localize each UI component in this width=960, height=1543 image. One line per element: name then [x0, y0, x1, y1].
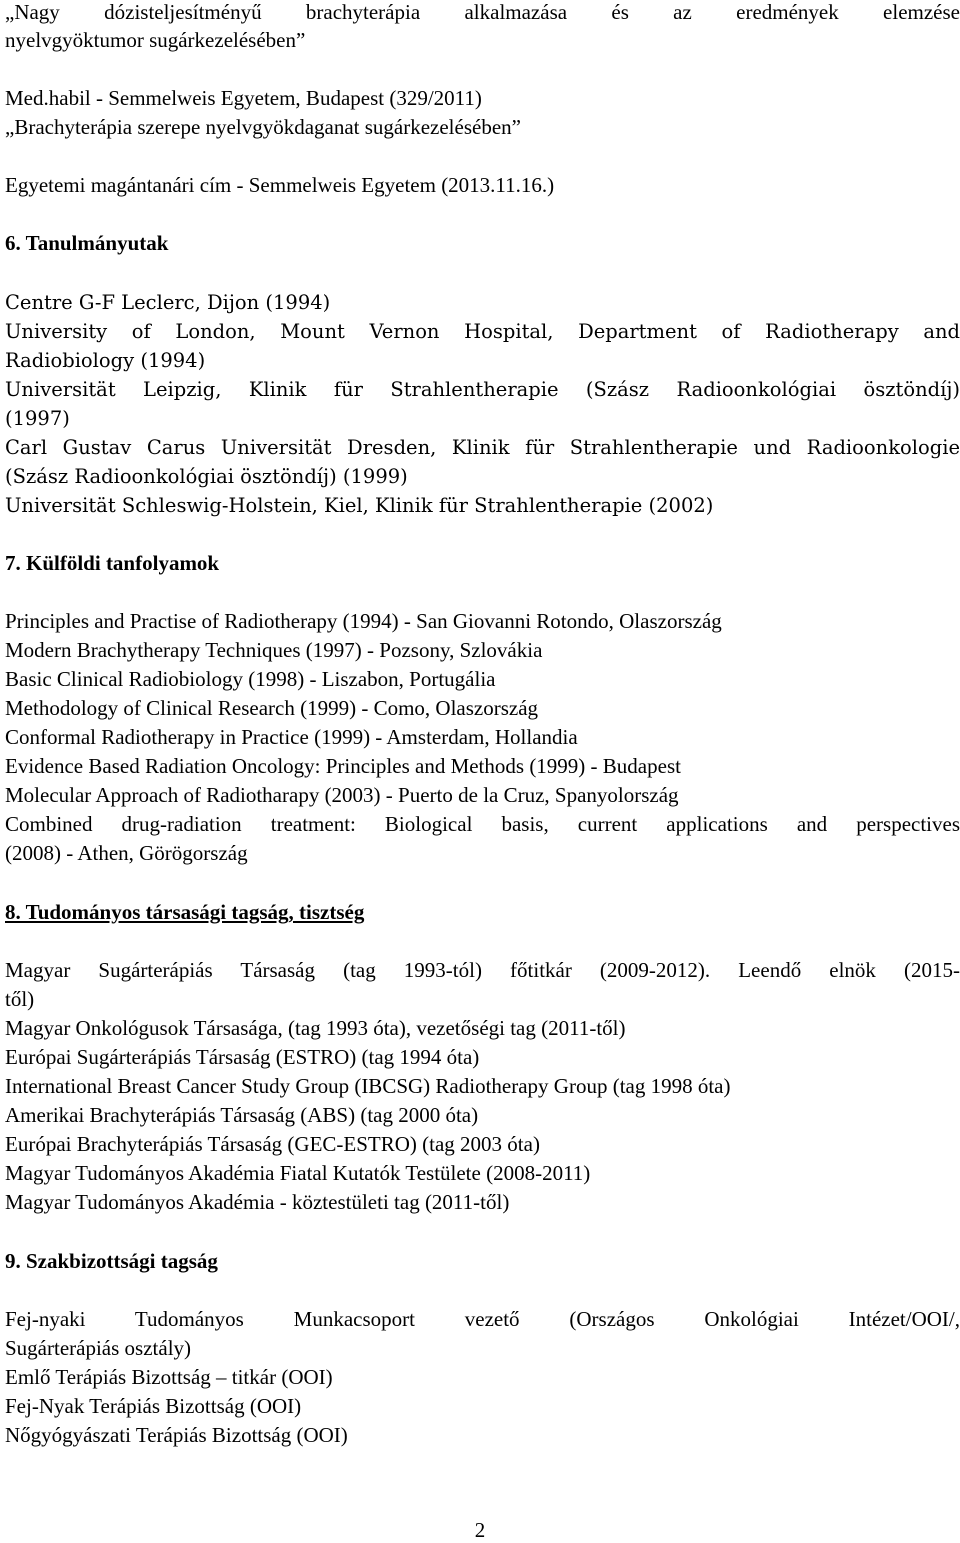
- section-6-line: Radiobiology (1994): [5, 349, 206, 372]
- section-9-line: Nőgyógyászati Terápiás Bizottság (OOI): [5, 1423, 348, 1447]
- section-6-line: Carl Gustav Carus Universität Dresden, Klinik für Strahlentherapie und Radioonkologie: [5, 436, 960, 459]
- section-9-line: Sugárterápiás osztály): [5, 1336, 192, 1360]
- section-7-heading: 7. Külföldi tanfolyamok: [5, 551, 220, 575]
- habil-line: Med.habil - Semmelweis Egyetem, Budapest (329/2011): [5, 86, 482, 110]
- section-7-line: (2008) - Athen, Görögország: [5, 841, 248, 865]
- habil-title-line: „Brachyterápia szerepe nyelvgyökdaganat sugárkezelésében”: [5, 115, 521, 139]
- section-9-line: Fej-Nyak Terápiás Bizottság (OOI): [5, 1394, 302, 1418]
- section-8-line: Európai Brachyterápiás Társaság (GEC-ESTRO) (tag 2003 óta): [5, 1132, 540, 1156]
- section-8-line: International Breast Cancer Study Group (IBCSG) Radiotherapy Group (tag 1998 óta): [5, 1074, 731, 1098]
- section-7-line: Modern Brachytherapy Techniques (1997) - Pozsony, Szlovákia: [5, 638, 543, 662]
- section-8-line: Magyar Sugárterápiás Társaság (tag 1993-tól) főtitkár (2009-2012). Leendő elnök (2015-: [5, 958, 960, 982]
- section-7-line: Basic Clinical Radiobiology (1998) - Liszabon, Portugália: [5, 667, 496, 691]
- section-8-line: től): [5, 987, 35, 1011]
- section-8-heading: 8. Tudományos társasági tagság, tisztség: [5, 900, 365, 924]
- section-9-line: Emlő Terápiás Bizottság – titkár (OOI): [5, 1365, 333, 1389]
- section-9-heading: 9. Szakbizottsági tagság: [5, 1249, 218, 1273]
- section-8-line: Amerikai Brachyterápiás Társaság (ABS) (tag 2000 óta): [5, 1103, 479, 1127]
- section-6-line: (1997): [5, 407, 70, 430]
- section-7-line: Molecular Approach of Radiotharapy (2003) - Puerto de la Cruz, Spanyolország: [5, 783, 679, 807]
- top-title-line-1: „Nagy dózisteljesítményű brachyterápia alkalmazása és az eredmények elemzése: [5, 0, 960, 24]
- page-number: 2: [474, 1518, 486, 1542]
- section-8-line: Magyar Onkológusok Társasága, (tag 1993 óta), vezetőségi tag (2011-től): [5, 1016, 626, 1040]
- section-7-line: Evidence Based Radiation Oncology: Principles and Methods (1999) - Budapest: [5, 754, 681, 778]
- section-6-line: Universität Schleswig-Holstein, Kiel, Klinik für Strahlentherapie (2002): [5, 494, 714, 517]
- section-8-line: Magyar Tudományos Akadémia - köztestületi tag (2011-től): [5, 1190, 510, 1214]
- section-8-line: Európai Sugárterápiás Társaság (ESTRO) (tag 1994 óta): [5, 1045, 480, 1069]
- section-7-line: Principles and Practise of Radiotherapy (1994) - San Giovanni Rotondo, Olaszország: [5, 609, 722, 633]
- section-8-line: Magyar Tudományos Akadémia Fiatal Kutatók Testülete (2008-2011): [5, 1161, 591, 1185]
- top-title-line-2: nyelvgyöktumor sugárkezelésében”: [5, 28, 306, 52]
- section-9-line: Fej-nyaki Tudományos Munkacsoport vezető (Országos Onkológiai Intézet/OOI/,: [5, 1307, 960, 1331]
- section-6-line: Universität Leipzig, Klinik für Strahlentherapie (Szász Radioonkológiai ösztöndíj): [5, 378, 960, 401]
- section-7-line: Conformal Radiotherapy in Practice (1999) - Amsterdam, Hollandia: [5, 725, 578, 749]
- section-7-line: Methodology of Clinical Research (1999) - Como, Olaszország: [5, 696, 539, 720]
- section-6-line: University of London, Mount Vernon Hospital, Department of Radiotherapy and: [5, 320, 960, 343]
- section-6-line: (Szász Radioonkológiai ösztöndíj) (1999): [5, 465, 408, 488]
- section-6-line: Centre G-F Leclerc, Dijon (1994): [5, 291, 331, 314]
- professor-line: Egyetemi magántanári cím - Semmelweis Egyetem (2013.11.16.): [5, 173, 555, 197]
- section-6-heading: 6. Tanulmányutak: [5, 231, 169, 255]
- section-7-line: Combined drug-radiation treatment: Biological basis, current applications and perspectives: [5, 812, 960, 836]
